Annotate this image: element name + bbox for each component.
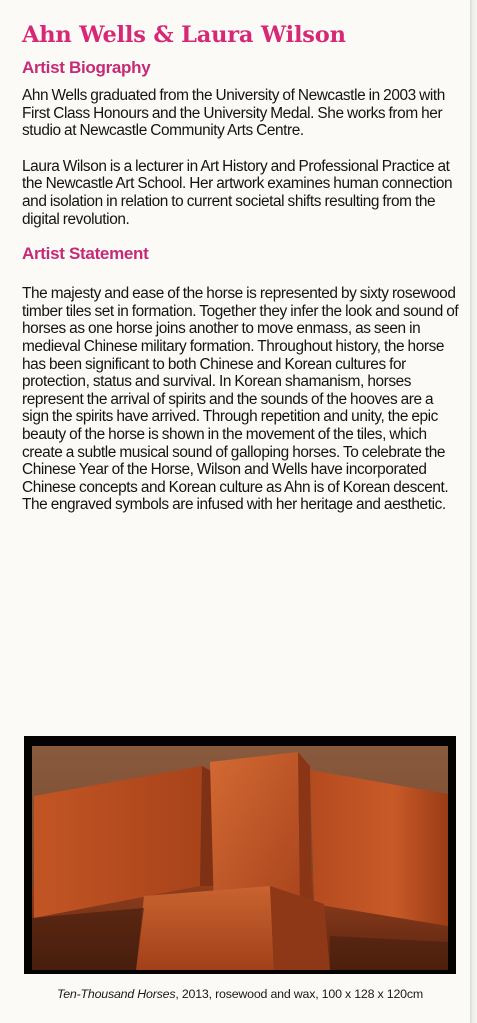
artwork-title: Ten-Thousand Horses xyxy=(57,987,176,1001)
page-right-edge xyxy=(470,0,477,1023)
artwork-details: , 2013, rosewood and wax, 100 x 128 x 120cm xyxy=(175,987,423,1001)
wood-panel-right xyxy=(310,770,448,926)
artist-names-title: Ahn Wells & Laura Wilson xyxy=(22,22,346,48)
biography-paragraph-wells: Ahn Wells graduated from the University of Newcastle in 2003 with First Class Honours and the University Medal. She works from her studio at Newcastle Community Arts Centre. xyxy=(22,87,445,140)
floor-shadow-left xyxy=(32,908,144,970)
wood-panel-front xyxy=(136,886,274,970)
statement-heading: Artist Statement xyxy=(22,244,149,264)
biography-paragraph-wilson: Laura Wilson is a lecturer in Art History and Professional Practice at the Newcastle Art School. Her artwork examines human connection and isolation in relation to current societal shifts resulting from the digital revolution. xyxy=(22,157,453,228)
statement-paragraph: The majesty and ease of the horse is represented by sixty rosewood timber tiles set in formation. Together they infer the look and sound of horses as one horse joins another to move enmass, as seen in medieval Chinese military formation. Throughout history, the horse has been significant to both Chinese and Korean cultures for protection, status and survival. In Korean shamanism, horses represent the arrival of spirits and the sounds of the hooves are a sign the spirits have arrived. Through repetition and unity, the epic beauty of the horse is shown in the movement of the tiles, which create a subtle musical sound of galloping horses. To celebrate the Chinese Year of the Horse, Wilson and Wells have incorporated Chinese concepts and Korean culture as Ahn is of Korean descent. The engraved symbols are infused with her heritage and aesthetic. xyxy=(22,285,459,514)
artwork-photo xyxy=(24,736,456,974)
artwork-caption xyxy=(24,986,456,1002)
biography-heading: Artist Biography xyxy=(22,58,151,77)
article xyxy=(22,20,462,514)
wood-panel-center-edge xyxy=(298,752,312,906)
artwork-photo-illustration xyxy=(24,736,456,974)
